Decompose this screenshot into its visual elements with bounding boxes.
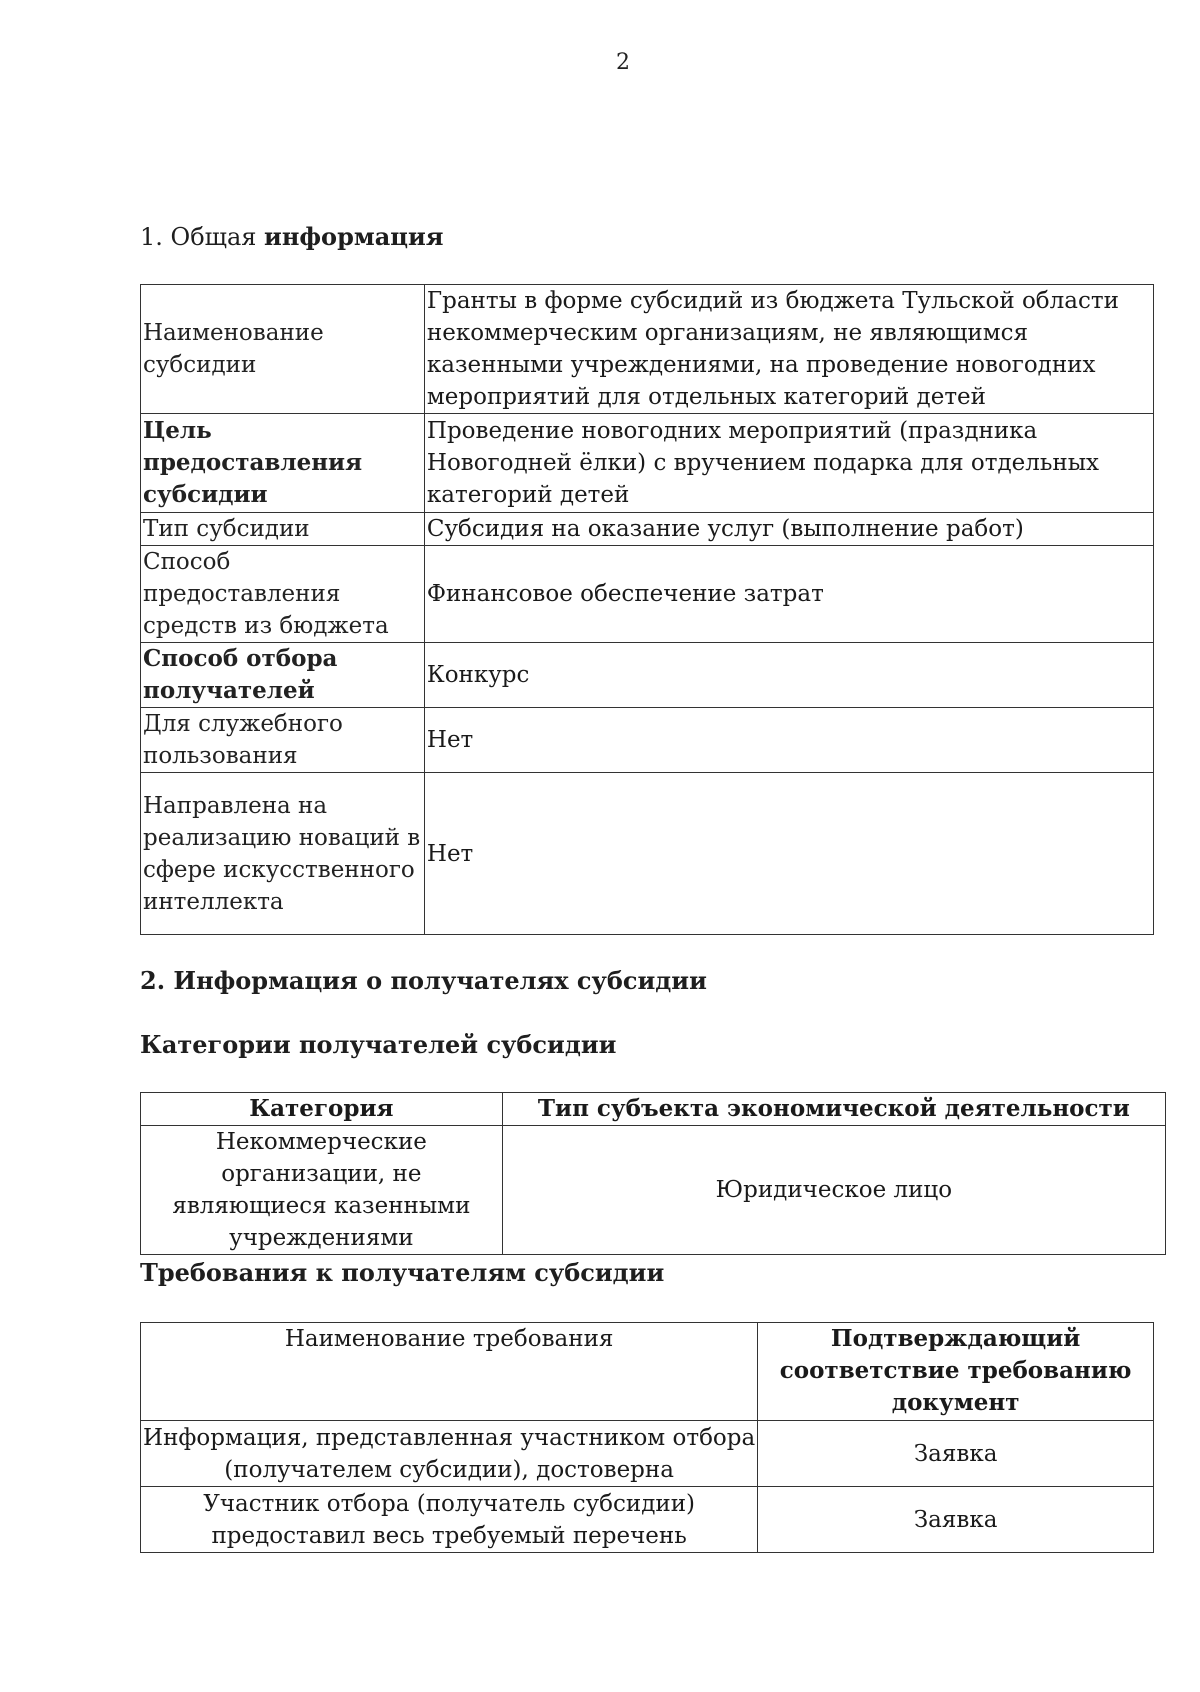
categories-table	[140, 1092, 1166, 1255]
table-header-row	[141, 1093, 1166, 1126]
table-row	[141, 708, 1154, 773]
row-label: Цель предоставления субсидии	[141, 414, 425, 513]
section-1-title	[140, 222, 444, 251]
table-row	[141, 546, 1154, 643]
row-value: Нет	[424, 708, 1153, 773]
type-cell: Юридическое лицо	[502, 1126, 1165, 1255]
section-1-title-bold: информация	[264, 222, 444, 251]
row-label: Тип субсидии	[141, 513, 425, 546]
categories-heading: Категории получателей субсидии	[140, 1030, 617, 1059]
table-header-row	[141, 1323, 1154, 1421]
table-row	[141, 773, 1154, 935]
row-label: Способ отбора получателей	[141, 643, 425, 708]
requirement-cell: Информация, представленная участником отбора (получателем субсидии), достоверна	[141, 1421, 758, 1487]
row-label: Направлена на реализацию новаций в сфере искусственного интеллекта	[141, 773, 425, 935]
row-value: Субсидия на оказание услуг (выполнение работ)	[424, 513, 1153, 546]
row-value: Проведение новогодних мероприятий (праздника Новогодней ёлки) с вручением подарка для отдельных категорий детей	[424, 414, 1153, 513]
row-label: Наименование субсидии	[141, 285, 425, 414]
section-2-title: 2. Информация о получателях субсидии	[140, 966, 707, 995]
col-header-document: Подтверждающий соответствие требованию документ	[758, 1323, 1154, 1421]
row-value: Гранты в форме субсидий из бюджета Тульской области некоммерческим организациям, не являющимся казенными учреждениями, на проведение новогодних мероприятий для отдельных категорий детей	[424, 285, 1153, 414]
table-row	[141, 1487, 1154, 1553]
col-header-type: Тип субъекта экономической деятельности	[502, 1093, 1165, 1126]
requirements-table	[140, 1322, 1154, 1553]
col-header-category: Категория	[141, 1093, 503, 1126]
table-row	[141, 513, 1154, 546]
table-row	[141, 414, 1154, 513]
document-cell: Заявка	[758, 1487, 1154, 1553]
row-value: Финансовое обеспечение затрат	[424, 546, 1153, 643]
category-cell: Некоммерческие организации, не являющиеся казенными учреждениями	[141, 1126, 503, 1255]
table-row	[141, 643, 1154, 708]
row-label: Для служебного пользования	[141, 708, 425, 773]
page-number: 2	[616, 50, 630, 75]
document-cell: Заявка	[758, 1421, 1154, 1487]
table-row	[141, 285, 1154, 414]
section-1-title-prefix: 1. Общая	[140, 223, 265, 251]
row-value: Конкурс	[424, 643, 1153, 708]
col-header-requirement: Наименование требования	[141, 1323, 758, 1421]
table-row	[141, 1421, 1154, 1487]
row-value: Нет	[424, 773, 1153, 935]
requirements-heading: Требования к получателям субсидии	[140, 1258, 665, 1287]
table-row	[141, 1126, 1166, 1255]
general-info-table	[140, 284, 1154, 935]
requirement-cell: Участник отбора (получатель субсидии) предоставил весь требуемый перечень	[141, 1487, 758, 1553]
row-label: Способ предоставления средств из бюджета	[141, 546, 425, 643]
